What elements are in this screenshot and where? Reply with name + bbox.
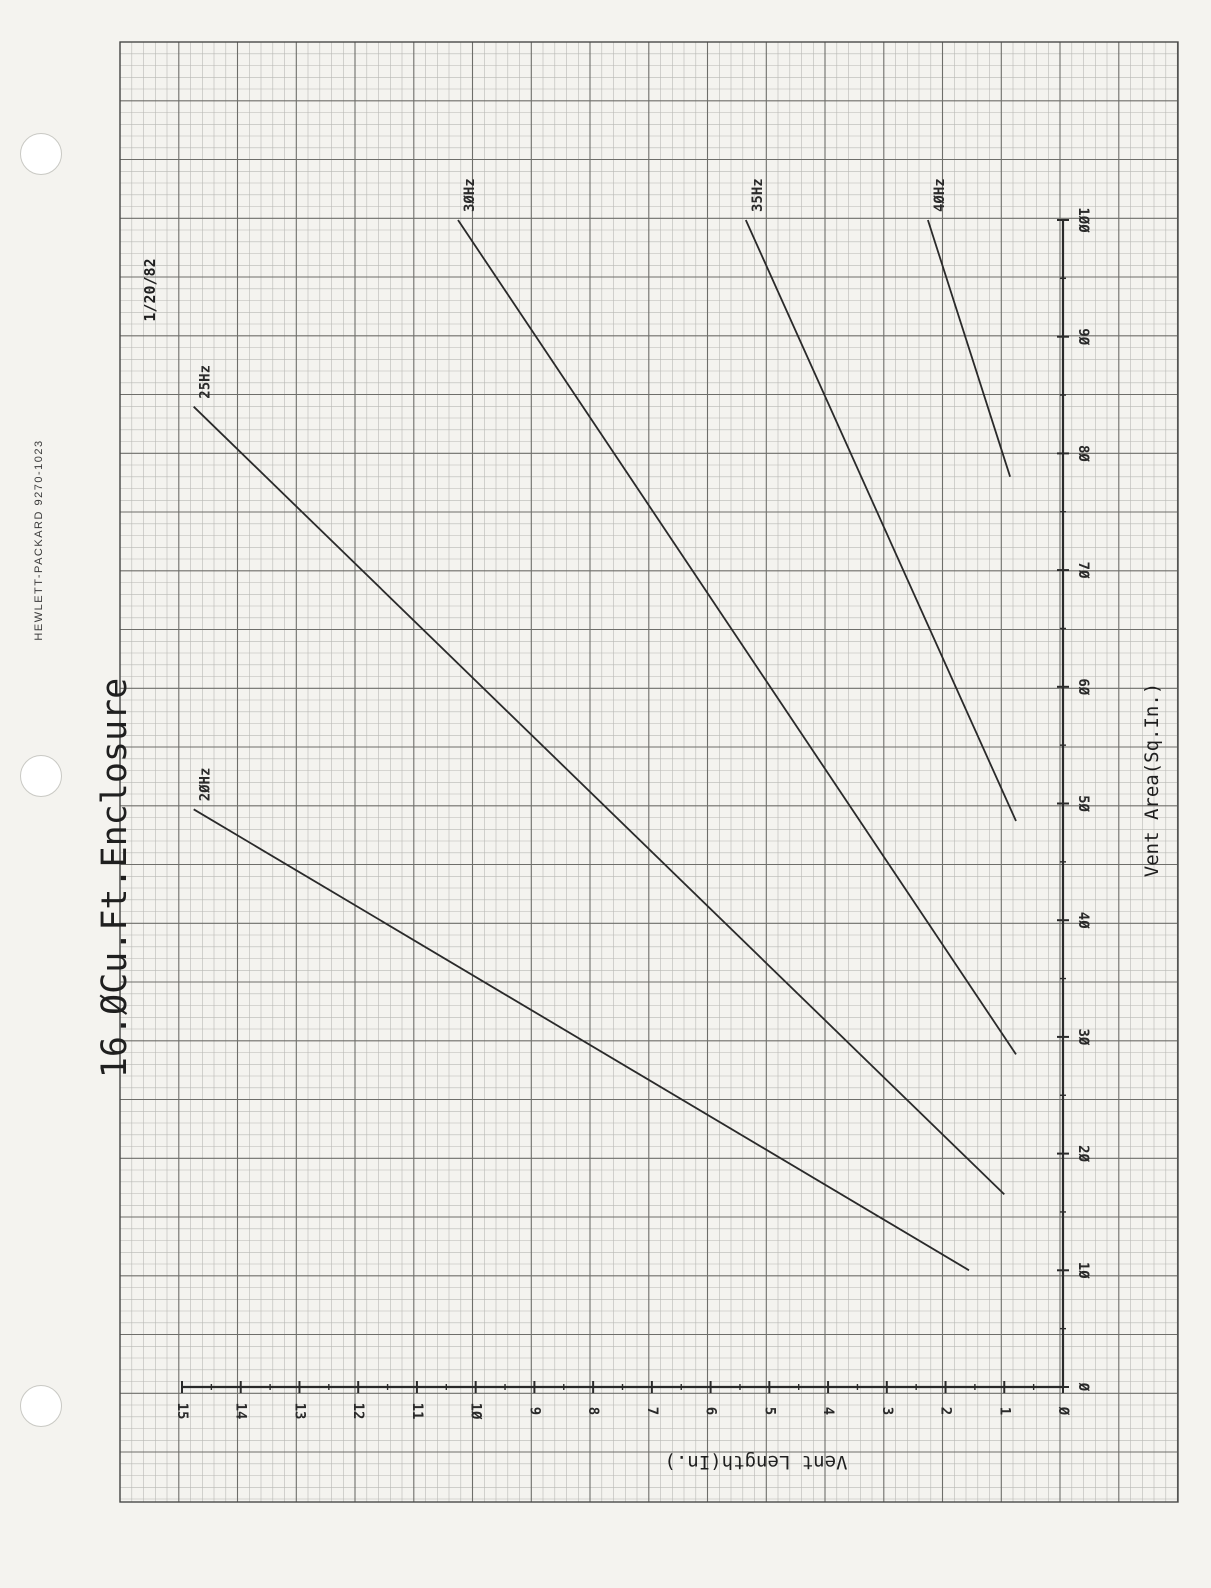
x-tick-label: 2 [937,1406,954,1416]
manufacturer-note: HEWLETT-PACKARD 9270-1023 [33,439,45,641]
series-line [194,809,969,1270]
y-tick-label: 5Ø [1075,795,1091,812]
x-tick-label: 14 [232,1402,249,1420]
x-tick-label: 13 [291,1402,308,1420]
y-tick-label: 4Ø [1075,911,1091,929]
x-tick-label: 6 [702,1406,719,1416]
y-tick-label: 1Ø [1075,1261,1091,1279]
x-tick-label: 7 [643,1406,660,1416]
graph-paper-grid [120,42,1178,1502]
y-tick-label: 6Ø [1075,678,1091,696]
y-tick-label: 9Ø [1075,328,1091,346]
x-tick-label: 15 [174,1402,190,1420]
x-tick-label: 12 [350,1402,367,1420]
y-tick-label: Ø [1075,1382,1091,1392]
y-tick-label: 1ØØ [1075,207,1091,233]
series-line [458,220,1016,1054]
x-tick-label: 11 [408,1402,425,1420]
series-label: 3ØHz [462,178,478,212]
series-line [746,220,1016,821]
x-tick-label: 3 [878,1406,895,1416]
y-tick-label: 8Ø [1075,444,1091,462]
series-label: 2ØHz [197,767,214,802]
x-tick-label: 1 [996,1406,1013,1416]
chart-title: 16.ØCu.Ft.Enclosure [95,677,135,1079]
series-label: 35Hz [749,178,766,212]
chart-axes [174,207,1091,1420]
y-tick-label: 7Ø [1075,561,1091,579]
series-layer [194,178,1016,1270]
x-tick-label: 9 [526,1406,543,1416]
x-tick-label: 5 [761,1406,778,1416]
x-tick-label: Ø [1055,1406,1071,1416]
x-tick-label: 1Ø [467,1402,484,1420]
major-grid-lines [120,42,1178,1502]
series-label: 4ØHz [931,178,948,212]
y-tick-label: 2Ø [1075,1145,1091,1163]
y-axis-title: Vent Area(Sq.In.) [1141,682,1163,878]
x-tick-label: 8 [585,1406,602,1416]
series-label: 25Hz [197,364,214,399]
y-tick-label: 3Ø [1075,1028,1091,1046]
x-axis-title: Vent Length(In.) [664,1451,848,1473]
series-line [928,220,1010,477]
date-label: 1/20/82 [141,258,159,322]
x-tick-label: 4 [820,1406,837,1416]
